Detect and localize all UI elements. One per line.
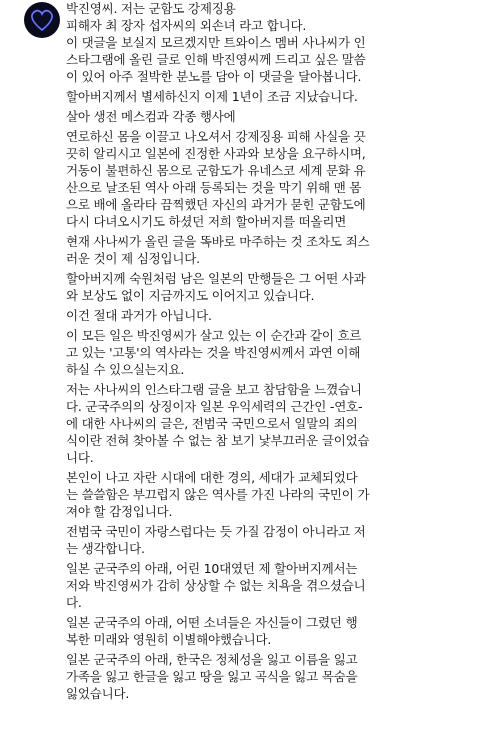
blue-heart-icon	[24, 2, 60, 38]
comment-line: 박진영씨. 저는 군함도 강제징용	[66, 1, 236, 16]
comment-line: 식이란 전혀 찾아볼 수 없는 참 보기 낯부끄러운 글이었습	[66, 433, 370, 448]
comment-line: 복한 미래와 영원히 이별해야했습니다.	[66, 632, 272, 647]
comment-paragraph	[66, 469, 474, 520]
comment-line: 연로하신 몸을 이끌고 나오셔서 강제징용 피해 사실을 끗	[66, 129, 366, 144]
comment-line: 이 댓글을 보실지 모르겠지만 트와이스 멤버 사나씨가 인	[66, 35, 366, 50]
comment-paragraph	[66, 523, 474, 557]
comment-line: 본인이 나고 자란 시대에 대한 경의, 세대가 교체되었다	[66, 470, 358, 485]
comment-line: 다. 군국주의의 상징이자 일본 우익세력의 근간인 -연호-	[66, 399, 363, 414]
comment-paragraph	[66, 233, 474, 267]
comment-line: 러운 것이 제 심정입니다.	[66, 251, 200, 266]
comment-line: 저는 사나씨의 인스타그램 글을 보고 참담함을 느꼈습니	[66, 382, 362, 397]
comment-line: 이 있어 아주 절박한 분노를 담아 이 댓글을 달아봅니다.	[66, 69, 362, 84]
comment-paragraph	[66, 651, 474, 702]
comment-paragraph	[66, 381, 474, 466]
comment-line: 에 대한 사나씨의 글은, 전범국 국민으로서 일말의 죄의	[66, 416, 358, 431]
comment-line: 살아 생전 메스컴과 각종 행사에	[66, 109, 236, 124]
comment-line: 다시 다녀오시기도 하셨던 저희 할아버지를 떠올리면	[66, 214, 347, 229]
comment-line: 잃었습니다.	[66, 686, 130, 701]
comment-line: 현재 사나씨가 올린 글을 똑바로 마주하는 것 조차도 죄스	[66, 234, 370, 249]
comment-paragraph	[66, 327, 474, 378]
comment-line: 다.	[66, 595, 82, 610]
comment-line: 피해자 최 장자 섭자씨의 외손녀 라고 합니다.	[66, 18, 307, 33]
comment-line: 할아버지께 숙원처럼 남은 일본의 만행들은 그 어떤 사과	[66, 271, 366, 286]
comment-paragraph	[66, 128, 474, 230]
comment-line: 저와 박진영씨가 감히 상상할 수 없는 치욕을 겪으셨습니	[66, 578, 366, 593]
comment-body	[66, 0, 474, 705]
comment-line: 스타그램에 올린 글로 인해 박진영씨께 드리고 싶은 말씀	[66, 52, 366, 67]
comment-line: 일본 군국주의 아래, 어떤 소녀들은 자신들이 그렸던 행	[66, 615, 358, 630]
comment-line: 할아버지께서 별세하신지 이제 1년이 조금 지났습니다.	[66, 89, 358, 104]
comment-paragraph	[66, 614, 474, 648]
comment-paragraph	[66, 88, 474, 105]
comment-line: 이 모든 일은 박진영씨가 살고 있는 이 순간과 같이 흐르	[66, 328, 362, 343]
comment-paragraph	[66, 270, 474, 304]
comment-line: 져야 할 감정입니다.	[66, 504, 173, 519]
comment-paragraph	[66, 307, 474, 324]
comment-line: 고 있는 '고통'의 역사라는 것을 박진영씨께서 과연 이해	[66, 345, 361, 360]
comment-paragraph	[66, 560, 474, 611]
comment-line: 전범국 국민이 자랑스럽다는 듯 가질 감정이 아니라고 저	[66, 524, 366, 539]
comment-line: 가족을 잃고 한글을 잃고 땅을 잃고 곡식을 잃고 목숨을	[66, 669, 358, 684]
comment-line: 산으로 날조된 역사 아래 등록되는 것을 막기 위해 맨 몸	[66, 180, 362, 195]
comment-line: 일본 군국주의 아래, 어린 10대였던 제 할아버지께서는	[66, 561, 358, 576]
comment-line: 으로 배에 올라타 끔찍했던 자신의 과거가 묻힌 군함도에	[66, 197, 366, 212]
comment-line: 는 쓸쓸함은 부끄럽지 않은 역사를 가진 나라의 국민이 가	[66, 487, 370, 502]
comment-line: 거동이 불편하신 몸으로 군함도가 유네스코 세계 문화 유	[66, 163, 366, 178]
comment-line: 하실 수 있으실는지요.	[66, 362, 185, 377]
comment-line: 일본 군국주의 아래, 한국은 정체성을 잃고 이름을 잃고	[66, 652, 358, 667]
comment-line: 니다.	[66, 450, 94, 465]
comment-line: 와 보상도 없이 지금까지도 이어지고 있습니다.	[66, 288, 315, 303]
comment-line: 끗히 알리시고 일본에 진정한 사과와 보상을 요구하시며,	[66, 146, 366, 161]
avatar[interactable]	[24, 2, 60, 38]
comment-paragraph	[66, 108, 474, 125]
comment-line: 이건 절대 과거가 아닙니다.	[66, 308, 212, 323]
comment-line: 는 생각합니다.	[66, 541, 145, 556]
comment-paragraph	[66, 0, 474, 85]
